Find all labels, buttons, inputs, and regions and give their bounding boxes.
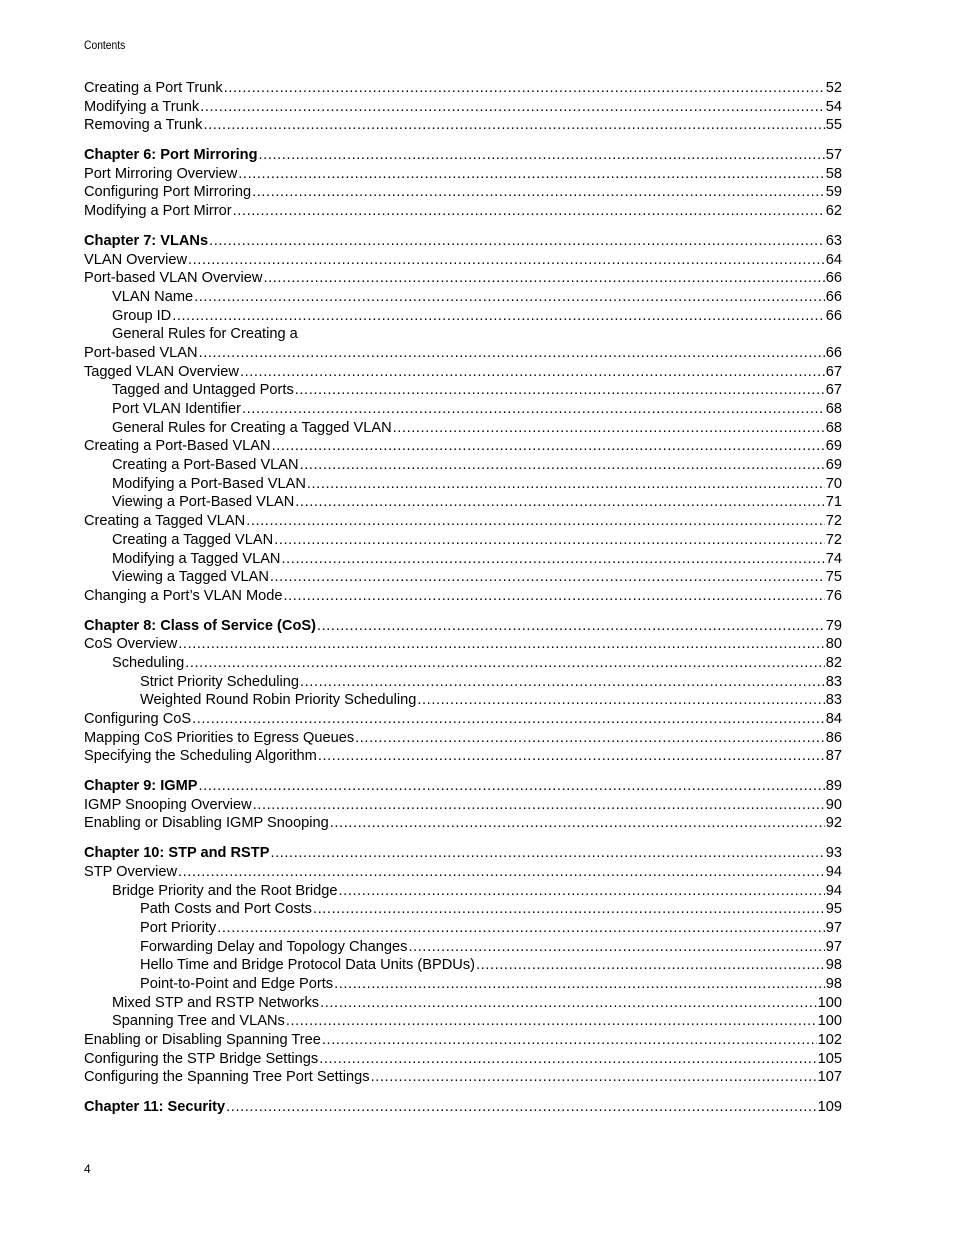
toc-page-number: 67 <box>825 363 842 380</box>
toc-entry[interactable] <box>84 673 842 692</box>
dot-leader <box>188 251 825 270</box>
toc-entry[interactable] <box>84 475 842 494</box>
dot-leader <box>199 344 825 363</box>
dot-leader <box>334 975 825 994</box>
toc-entry[interactable] <box>84 98 842 117</box>
toc-entry[interactable] <box>84 202 842 221</box>
toc-entry-title: Enabling or Disabling IGMP Snooping <box>84 815 329 832</box>
toc-page-number: 54 <box>825 98 842 115</box>
toc-entry[interactable] <box>84 1068 842 1087</box>
dot-leader <box>224 79 825 98</box>
toc-entry-title: Chapter 10: STP and RSTP <box>84 845 270 862</box>
dot-leader <box>194 288 825 307</box>
toc-chapter-entry[interactable] <box>84 232 842 251</box>
toc-entry[interactable] <box>84 938 842 957</box>
dot-leader <box>226 1098 817 1117</box>
toc-entry[interactable] <box>84 79 842 98</box>
dot-leader <box>199 777 825 796</box>
toc-page-number: 69 <box>825 438 842 455</box>
dot-leader <box>281 550 824 569</box>
toc-page-number: 105 <box>817 1050 842 1067</box>
dot-leader <box>240 363 825 382</box>
toc-entry-title: IGMP Snooping Overview <box>84 796 252 813</box>
toc-entry[interactable] <box>84 165 842 184</box>
toc-page-number: 83 <box>825 692 842 709</box>
dot-leader <box>274 531 825 550</box>
toc-page-number: 82 <box>825 654 842 671</box>
toc-entry[interactable] <box>84 183 842 202</box>
toc-entry[interactable] <box>84 419 842 438</box>
toc-entry-title: Configuring the Spanning Tree Port Settings <box>84 1069 370 1086</box>
toc-page-number: 97 <box>825 919 842 936</box>
toc-page-number: 68 <box>825 401 842 417</box>
dot-leader <box>300 456 825 475</box>
toc-entry[interactable] <box>84 747 842 766</box>
dot-leader <box>246 512 825 531</box>
dot-leader <box>238 165 825 184</box>
toc-entry[interactable] <box>84 269 842 288</box>
toc-chapter-entry[interactable] <box>84 777 842 796</box>
toc-entry[interactable] <box>84 1031 842 1050</box>
toc-chapter-entry[interactable] <box>84 617 842 636</box>
toc-entry[interactable] <box>84 288 842 307</box>
toc-entry-title: Chapter 6: Port Mirroring <box>84 147 258 164</box>
toc-entry-title: Chapter 7: VLANs <box>84 232 209 249</box>
toc-entry-title: Mapping CoS Priorities to Egress Queues <box>84 729 355 746</box>
dot-leader <box>217 919 825 938</box>
toc-entry-title: Point-to-Point and Edge Ports <box>140 975 334 992</box>
toc-entry[interactable] <box>84 994 842 1013</box>
toc-entry[interactable] <box>84 493 842 512</box>
toc-page-number: 76 <box>825 587 842 604</box>
dot-leader <box>476 956 825 975</box>
dot-leader <box>393 419 825 438</box>
toc-page-number: 69 <box>825 457 842 474</box>
toc-entry[interactable] <box>84 344 842 363</box>
toc-entry-title: STP Overview <box>84 863 177 880</box>
dot-leader <box>200 98 825 117</box>
toc-entry-title: Modifying a Port Mirror <box>84 203 232 220</box>
toc-entry-title: Spanning Tree and VLANs <box>112 1013 285 1030</box>
toc-entry-title: Viewing a Tagged VLAN <box>112 569 269 586</box>
table-of-contents <box>84 79 842 1117</box>
page-number: 4 <box>84 1162 91 1176</box>
toc-page-number: 80 <box>825 636 842 653</box>
toc-page-number: 59 <box>825 184 842 201</box>
toc-page-number: 67 <box>825 382 842 399</box>
toc-entry-title: Chapter 11: Security <box>84 1099 226 1116</box>
dot-leader <box>295 381 825 400</box>
toc-page-number: 72 <box>825 513 842 530</box>
toc-entry[interactable] <box>84 919 842 938</box>
toc-entry-title: Bridge Priority and the Root Bridge <box>112 882 338 899</box>
toc-page-number: 86 <box>825 729 842 746</box>
toc-entry[interactable] <box>84 251 842 270</box>
toc-entry-title: General Rules for Creating a Tagged VLAN <box>112 419 392 436</box>
toc-entry-title: Configuring Port Mirroring <box>84 184 252 201</box>
toc-page-number: 92 <box>825 815 842 832</box>
dot-leader <box>320 994 817 1013</box>
toc-entry-title: Port-based VLAN <box>84 344 198 361</box>
toc-page-number: 66 <box>825 270 842 287</box>
toc-entry-title: Path Costs and Port Costs <box>140 901 312 918</box>
toc-entry[interactable] <box>84 307 842 326</box>
toc-entry-title: Hello Time and Bridge Protocol Data Units (BPDUs) <box>140 957 475 974</box>
dot-leader <box>313 900 825 919</box>
toc-entry[interactable] <box>84 1012 842 1031</box>
toc-entry-title: Creating a Port-Based VLAN <box>112 457 299 474</box>
toc-page-number: 66 <box>825 288 842 305</box>
toc-entry-title: Viewing a Port-Based VLAN <box>112 494 295 511</box>
toc-entry[interactable] <box>84 691 842 710</box>
dot-leader <box>263 269 824 288</box>
toc-entry-title: Port VLAN Identifier <box>112 401 241 417</box>
toc-entry-title: Configuring the STP Bridge Settings <box>84 1050 319 1067</box>
toc-entry[interactable] <box>84 587 842 606</box>
toc-entry-title: General Rules for Creating a <box>112 326 298 343</box>
toc-entry-title: Creating a Tagged VLAN <box>84 513 246 530</box>
toc-entry-title: Tagged VLAN Overview <box>84 363 239 380</box>
dot-leader <box>286 1012 817 1031</box>
toc-entry[interactable] <box>84 635 842 654</box>
toc-entry-title: Modifying a Tagged VLAN <box>112 550 281 567</box>
toc-page-number: 93 <box>825 845 842 862</box>
toc-entry-title: Configuring CoS <box>84 711 192 727</box>
dot-leader <box>253 796 825 815</box>
dot-leader <box>252 183 825 202</box>
dot-leader <box>307 475 825 494</box>
toc-page-number: 71 <box>825 494 842 511</box>
toc-page-number: 72 <box>825 531 842 548</box>
toc-page-number: 97 <box>825 938 842 955</box>
toc-entry-title: Group ID <box>112 307 172 324</box>
toc-entry-title: Changing a Port’s VLAN Mode <box>84 587 283 604</box>
toc-page-number: 74 <box>825 550 842 567</box>
running-header: Contents <box>84 38 126 52</box>
dot-leader <box>203 116 824 135</box>
toc-entry[interactable] <box>84 512 842 531</box>
toc-chapter-entry[interactable] <box>84 1098 842 1117</box>
toc-entry-title: Modifying a Port-Based VLAN <box>112 475 306 492</box>
dot-leader <box>272 437 825 456</box>
dot-leader <box>300 673 825 692</box>
dot-leader <box>319 1050 816 1069</box>
dot-leader <box>185 654 825 673</box>
dot-leader <box>283 587 824 606</box>
dot-leader <box>417 691 824 710</box>
toc-page-number: 107 <box>817 1069 842 1086</box>
toc-page-number: 66 <box>825 307 842 324</box>
toc-page-number: 52 <box>825 80 842 96</box>
toc-entry[interactable] <box>84 863 842 882</box>
toc-entry-title: Strict Priority Scheduling <box>140 673 299 690</box>
dot-leader <box>242 400 825 419</box>
toc-page-number: 55 <box>825 117 842 134</box>
dot-leader <box>330 814 825 833</box>
toc-page-number: 109 <box>817 1099 842 1116</box>
toc-page-number: 66 <box>825 344 842 361</box>
toc-page-number: 95 <box>825 901 842 918</box>
dot-leader <box>233 202 825 221</box>
toc-entry[interactable] <box>84 363 842 382</box>
dot-leader <box>318 747 825 766</box>
toc-entry-title: VLAN Name <box>112 288 194 305</box>
dot-leader <box>371 1068 817 1087</box>
toc-page-number: 57 <box>825 147 842 164</box>
toc-entry[interactable] <box>84 437 842 456</box>
toc-page-number: 79 <box>825 617 842 634</box>
dot-leader <box>322 1031 817 1050</box>
toc-entry-title: Port Priority <box>140 919 217 936</box>
toc-page-number: 63 <box>825 232 842 249</box>
toc-entry-title: Specifying the Scheduling Algorithm <box>84 748 317 765</box>
toc-page-number: 58 <box>825 165 842 182</box>
dot-leader <box>317 617 825 636</box>
toc-page-number: 62 <box>825 203 842 220</box>
toc-entry[interactable] <box>84 814 842 833</box>
toc-entry-title: CoS Overview <box>84 636 178 653</box>
toc-entry[interactable] <box>84 956 842 975</box>
toc-page-number: 94 <box>825 863 842 880</box>
toc-entry[interactable] <box>84 882 842 901</box>
toc-entry[interactable] <box>84 729 842 748</box>
toc-page-number: 90 <box>825 796 842 813</box>
toc-page-number: 98 <box>825 957 842 974</box>
toc-entry[interactable] <box>84 400 842 419</box>
dot-leader <box>209 232 825 251</box>
toc-page-number: 68 <box>825 419 842 436</box>
dot-leader <box>178 635 825 654</box>
toc-page-number: 70 <box>825 475 842 492</box>
toc-entry-title: Forwarding Delay and Topology Changes <box>140 938 408 955</box>
toc-entry[interactable] <box>84 531 842 550</box>
toc-entry[interactable] <box>84 568 842 587</box>
toc-page-number: 102 <box>817 1032 842 1048</box>
toc-entry-title: Port-based VLAN Overview <box>84 270 263 287</box>
toc-entry[interactable] <box>84 900 842 919</box>
toc-entry-title: Tagged and Untagged Ports <box>112 382 294 399</box>
toc-entry[interactable] <box>84 796 842 815</box>
toc-page-number: 100 <box>817 994 842 1011</box>
toc-entry-title: Creating a Port-Based VLAN <box>84 438 271 455</box>
dot-leader <box>259 146 825 165</box>
toc-entry-title: Weighted Round Robin Priority Scheduling <box>140 692 417 709</box>
toc-entry[interactable] <box>84 1050 842 1069</box>
toc-entry-title: Creating a Port Trunk <box>84 80 223 96</box>
toc-entry-title: Modifying a Trunk <box>84 98 200 115</box>
dot-leader <box>270 568 825 587</box>
toc-entry[interactable] <box>84 456 842 475</box>
dot-leader <box>355 729 825 748</box>
toc-entry[interactable] <box>84 975 842 994</box>
toc-entry[interactable] <box>84 710 842 729</box>
toc-page-number: 87 <box>825 748 842 765</box>
dot-leader <box>339 882 825 901</box>
toc-entry[interactable] <box>84 325 842 344</box>
toc-entry-title: VLAN Overview <box>84 251 187 268</box>
toc-entry-title: Chapter 9: IGMP <box>84 778 198 795</box>
dot-leader <box>295 493 825 512</box>
toc-entry-title: Scheduling <box>112 654 185 671</box>
toc-entry-title: Removing a Trunk <box>84 117 203 134</box>
toc-entry[interactable] <box>84 654 842 673</box>
toc-entry-title: Enabling or Disabling Spanning Tree <box>84 1032 321 1048</box>
toc-entry-title: Creating a Tagged VLAN <box>112 531 274 548</box>
dot-leader <box>178 863 825 882</box>
toc-page-number: 98 <box>825 975 842 992</box>
toc-page-number: 89 <box>825 778 842 795</box>
toc-entry-title: Mixed STP and RSTP Networks <box>112 994 320 1011</box>
toc-page-number: 94 <box>825 882 842 899</box>
toc-entry-title: Port Mirroring Overview <box>84 165 238 182</box>
toc-page-number: 75 <box>825 569 842 586</box>
toc-page-number: 83 <box>825 673 842 690</box>
toc-page-number: 100 <box>817 1013 842 1030</box>
toc-entry[interactable] <box>84 550 842 569</box>
toc-entry-title: Chapter 8: Class of Service (CoS) <box>84 617 316 634</box>
dot-leader <box>270 844 824 863</box>
toc-entry[interactable] <box>84 116 842 135</box>
toc-page-number: 84 <box>825 711 842 727</box>
dot-leader <box>408 938 824 957</box>
toc-chapter-entry[interactable] <box>84 146 842 165</box>
toc-entry[interactable] <box>84 381 842 400</box>
toc-page-number: 64 <box>825 251 842 268</box>
toc-chapter-entry[interactable] <box>84 844 842 863</box>
dot-leader <box>172 307 825 326</box>
dot-leader <box>192 710 825 729</box>
